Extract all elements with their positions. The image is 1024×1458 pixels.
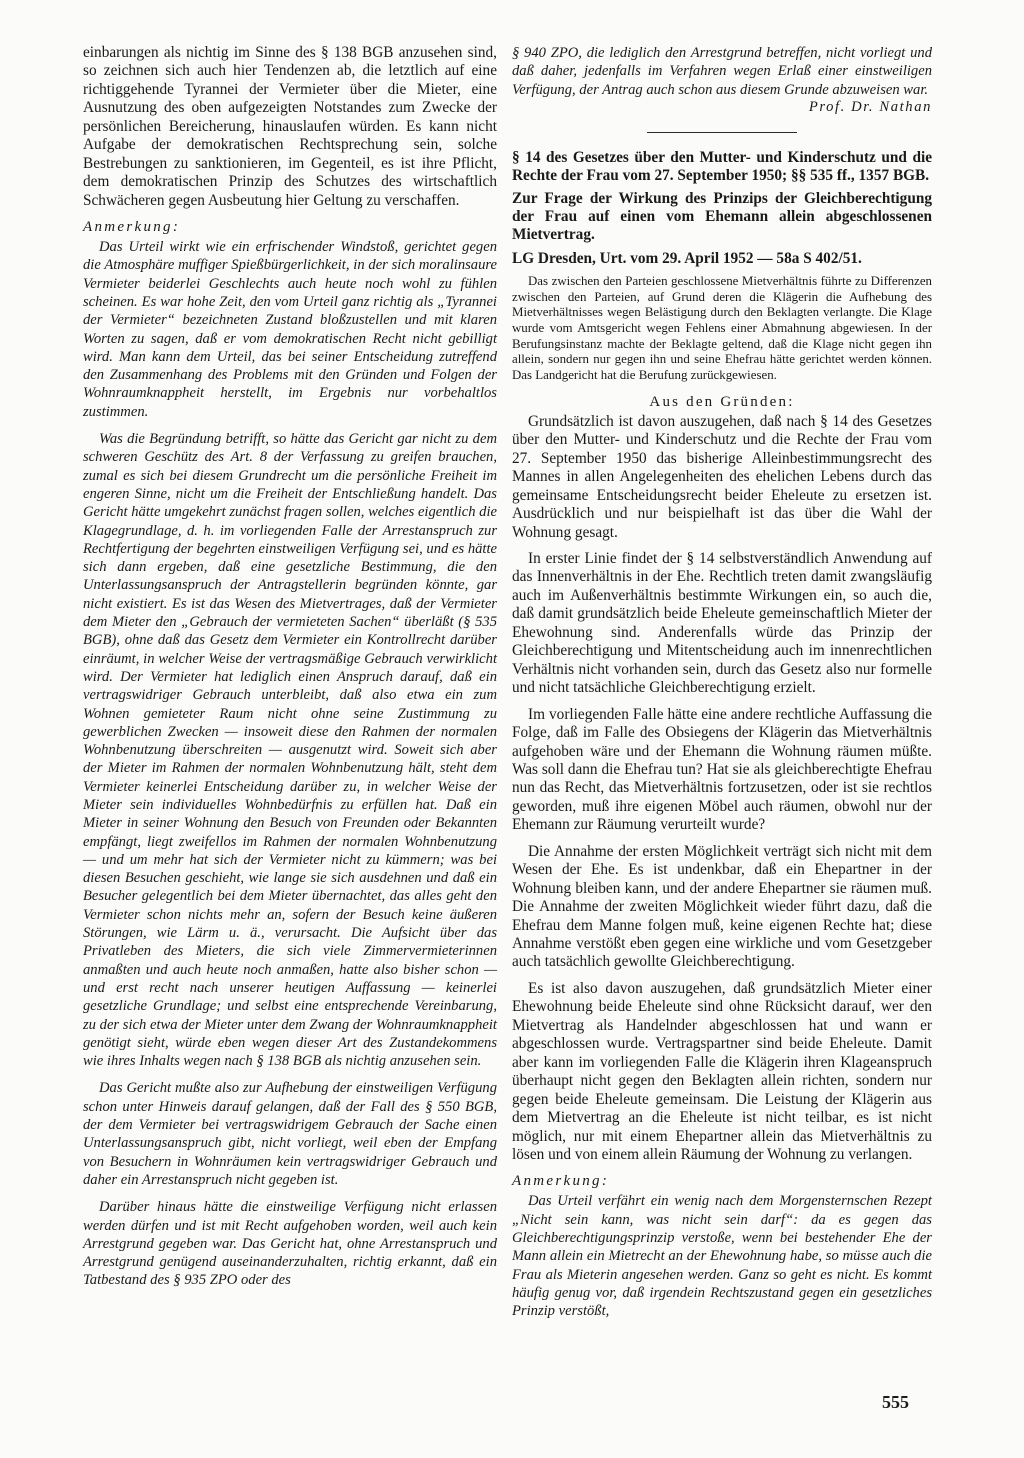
court-decision-line: LG Dresden, Urt. vom 29. April 1952 — 58a S 402/51. bbox=[512, 249, 862, 267]
annotation-paragraph: Was die Begründung betrifft, so hätte das Gericht gar nicht zu dem schweren Geschütz des Art. 8 der Verfassung zu greifen brauchen, zumal es sich bei diesem Grundrecht um die persönliche Freiheit im engeren Sinne, nicht um die Freiheit der Entschließung handelt. Das Gericht hätte umgekehrt zunächst fragen sollen, welches eigentlich die Klagegrundlage, d. h. im vorliegenden Falle der Arrestanspruch zur Rechtfertigung der begehrten einstweiligen Verfügung sei, und es hätte sich dann ergeben, daß eine gesetzliche Bestimmung, die den Unterlassungsanspruch der Antragstellerin begründen könnte, gar nicht existiert. Es ist das Wesen des Mietvertrages, daß der Vermieter dem Mieter den „Gebrauch der vermieteten Sachen“ überläßt (§ 535 BGB), ohne daß das Gesetz dem Vermieter ein Kontrollrecht darüber einräumt, in welcher Weise der vertragsmäßige Gebrauch verwirklicht wird. Der Vermieter hat lediglich einen Anspruch darauf, daß ein vertragswidriger Gebrauch unterbleibt, daß also etwa ein zum Wohnen gemieteter Raum nicht ohne seine Zustimmung zu gewerblichen Zwecken — insoweit diese den Rahmen der normalen Wohnbenutzung überschreiten — ausgenutzt wird. Soweit sich aber der Mieter im Rahmen der normalen Wohnbenutzung hält, steht dem Vermieter keinerlei Entscheidung darüber zu, in welcher Weise der Mieter sein individuelles Wohnbedürfnis zu erfüllen hat. Daß ein Mieter in seiner Wohnung den Besuch von Freunden oder Bekannten empfängt, liegt zweifellos im Rahmen der normalen Wohnbenutzung — und um mehr hat sich der Vermieter nicht zu kümmern; was bei diesen Besuchen geschieht, wie lange sie sich ausdehnen und daß ein Besucher gelegentlich bei dem Mieter übernachtet, das alles geht den Vermieter schon nichts mehr an, sofern der Besuch keine äußeren Störungen, wie Lärm u. ä., verursacht. Die Aufsicht über das Privatleben des Mieters, die sich viele Zimmervermieterinnen anmaßten und auch heute noch anmaßen, hatte also bisher schon — und erst recht nach unserer heutigen Auffassung — keinerlei gesetzliche Grundlage; und selbst eine entsprechende Vereinbarung, zu der sich etwa der Mieter unter dem Zwang der Wohnraumknappheit genötigt sieht, würde eben wegen dieser Art des Zustandekommens wie ihres Inhalts wegen nach § 138 BGB als nichtig anzusehen sein. bbox=[83, 431, 497, 1070]
left-column bbox=[83, 44, 497, 1299]
annotation-paragraph: Das Gericht mußte also zur Aufhebung der einstweiligen Verfügung schon unter Hinweis darauf gelangen, daß der Fall des § 550 BGB, der dem Vermieter bei vertragswidrigem Gebrauch der Sache einen Unterlassungsanspruch gibt, nicht vorliegt, weil eben der Empfang von Besuchern in Wohnräumen kein vertragswidriger Gebrauch und daher ein Arrestanspruch nicht gegeben ist. bbox=[83, 1080, 497, 1188]
author-signature: Prof. Dr. Nathan bbox=[808, 98, 932, 115]
annotation-label: Anmerkung: bbox=[512, 1173, 610, 1190]
right-column bbox=[512, 44, 932, 1330]
annotation-label: Anmerkung: bbox=[83, 219, 181, 236]
law-reference-heading: § 14 des Gesetzes über den Mutter- und Kinderschutz und die Rechte der Frau vom 27. September 1950; §§ 535 ff., 1357 BGB. bbox=[512, 148, 932, 184]
reasons-paragraph: Es ist also davon auszugehen, daß grundsätzlich Mieter einer Ehewohnung beide Eheleute sind ohne Rücksicht darauf, wer den Mietvertrag als Handelnder abgeschlossen hat und wann er abgeschlossen wurde. Vertragspartner sind beide Eheleute. Damit aber kann im vorliegenden Falle die Klägerin ihren Klageanspruch überhaupt nicht gegen den Beklagten allein richten, sondern nur gegen beide Eheleute gemeinsam. Die Leistung der Klägerin aus dem Mietvertrag an die Eheleute ist nicht teilbar, es ist nicht möglich, nur mit einem Ehepartner allein das Mietverhältnis zu lösen und von einem allein Räumung der Wohnung zu verlangen. bbox=[512, 979, 932, 1164]
annotation-paragraph: Das Urteil verfährt ein wenig nach dem Morgensternschen Rezept „Nicht sein kann, was nicht sein darf“: da es gegen das Gleichberechtigungsprinzip verstoße, wenn bei bestehender Ehe der Mann allein ein Mietrecht an der Ehewohnung habe, so müsse auch die Frau als Mieterin angesehen werden. Ganz so geht es nicht. Es kommt häufig genug vor, daß irgendein Rechtszustand gegen ein gesetzliches Prinzip verstößt, bbox=[512, 1193, 932, 1320]
reasons-paragraph: Grundsätzlich ist davon auszugehen, daß nach § 14 des Gesetzes über den Mutter- und Kinderschutz und die Rechte der Frau vom 27. September 1950 das bisherige Alleinbestimmungsrecht des Mannes in allen Angelegenheiten des ehelichen Lebens durch das gemeinsame Entscheidungsrecht beider Eheleute zu ersetzen ist. Ausdrücklich und nur beispielhaft ist das über die Wahl der Wohnung gesagt. bbox=[512, 412, 932, 541]
reasons-paragraph: Die Annahme der ersten Möglichkeit verträgt sich nicht mit dem Wesen der Ehe. Es ist undenkbar, daß ein Ehepartner in der Wohnung bleiben kann, und der andere Ehepartner sie räumen muß. Die Annahme der zweiten Möglichkeit wieder führt dazu, daß die Ehefrau dem Manne folgen muß, keine eigenen Rechte hat; diese Annahme verstößt eben gegen eine wirkliche und vom Gesetzgeber auch tatsächlich gewollte Gleichberechtigung. bbox=[512, 842, 932, 971]
page-number: 555 bbox=[882, 1392, 909, 1412]
annotation-paragraph: Das Urteil wirkt wie ein erfrischender Windstoß, gerichtet gegen die Atmosphäre muffiger Spießbürgerlichkeit, in der sich moralinsaure Vermieter beiderlei Geschlechts auch heute noch wohl zu fühlen scheinen. Es war hohe Zeit, den vom Urteil ganz richtig als „Tyrannei der Vermieter“ bezeichneten Zustand bloßzustellen und mit klaren Worten zu sagen, daß er vom demokratischen Recht nicht gebilligt wird. Man kann dem Urteil, das bei seiner Entscheidung zutreffend den Zusammenhang des Problems mit den Gründen und Folgen der Wohnraumknappheit herstellt, im Ergebnis nur vorbehaltlos zustimmen. bbox=[83, 239, 497, 420]
reasons-paragraph: In erster Linie findet der § 14 selbstverständlich Anwendung auf das Innenverhältnis in der Ehe. Rechtlich treten damit zwangsläufig auch im Außenverhältnis bestimmte Wirkungen ein, so auch die, daß damit grundsätzlich beide Eheleute gemeinschaftlich Mieter der Ehewohnung sind. Anderenfalls würde das Prinzip der Gleichberechtigung und Mitentscheidung auch im innenrechtlichen Verhältnis nicht vorhanden sein, durch das Gesetz also nur formelle und nicht tatsächliche Gleichberechtigung erzielt. bbox=[512, 549, 932, 697]
case-summary: Das zwischen den Parteien geschlossene Mietverhältnis führte zu Differenzen zwischen den Parteien, auf Grund deren die Klägerin die Aufhebung des Mietverhältnisses wegen Belästigung durch den Beklagten verlangte. Die Klage wurde vom Amtsgericht wegen Fehlens einer Abmahnung abgewiesen. In der Berufungsinstanz machte der Beklagte geltend, daß die Klage nicht gegen ihn allein, sondern nur gegen ihn und seine Ehefrau hätte gerichtet werden können. Das Landgericht hat die Berufung zurückgewiesen. bbox=[512, 273, 932, 383]
annotation-continuation: § 940 ZPO, die lediglich den Arrestgrund betreffen, nicht vorliegt und daß daher, jedenfalls im Verfahren wegen Erlaß einer einstweiligen Verfügung, der Antrag auch schon aus diesem Grunde abzuweisen war. bbox=[512, 45, 932, 98]
section-divider bbox=[647, 132, 797, 133]
reasons-paragraph: Im vorliegenden Falle hätte eine andere rechtliche Auffassung die Folge, daß im Falle des Obsiegens der Klägerin das Mietverhältnis aufgehoben wäre und der Ehemann die Wohnung räumen müßte. Was soll dann die Ehefrau tun? Hat sie als gleichberechtigte Ehefrau nun das Recht, das Mietverhältnis fortzusetzen, oder ist sie rechtlos geworden, muß ihre eigenen Möbel auch räumen, obwohl nur der Ehemann zur Räumung verurteilt wurde? bbox=[512, 705, 932, 834]
legal-question-heading: Zur Frage der Wirkung des Prinzips der Gleichberechtigung der Frau auf einen vom Ehemann allein abgeschlossenen Mietvertrag. bbox=[512, 190, 932, 244]
reasons-heading: Aus den Gründen: bbox=[649, 393, 795, 410]
paragraph-intro: einbarungen als nichtig im Sinne des § 138 BGB anzusehen sind, so zeichnen sich auch hier Tendenzen ab, die letztlich auf eine richtiggehende Tyrannei der Vermieter über die Mieter, eine Ausnutzung des oben aufgezeigten Notstandes zum Zwecke der persönlichen Bereicherung, hinauslaufen würden. Es kann nicht Aufgabe der demokratischen Rechtsprechung sein, solche Bestrebungen zu sanktionieren, im Gegenteil, es ist ihre Pflicht, dem demokratischen Prinzip des Schutzes des wirtschaftlich Schwächeren gegen Ausbeutung hier Geltung zu verschaffen. bbox=[83, 44, 497, 209]
annotation-paragraph: Darüber hinaus hätte die einstweilige Verfügung nicht erlassen werden dürfen und ist mit Recht aufgehoben worden, weil auch kein Arrestgrund gegeben war. Das Gericht hat, ohne Arrestanspruch und Arrestgrund genügend auseinanderzuhalten, richtig erkannt, daß ein Tatbestand des § 935 ZPO oder des bbox=[83, 1199, 497, 1289]
